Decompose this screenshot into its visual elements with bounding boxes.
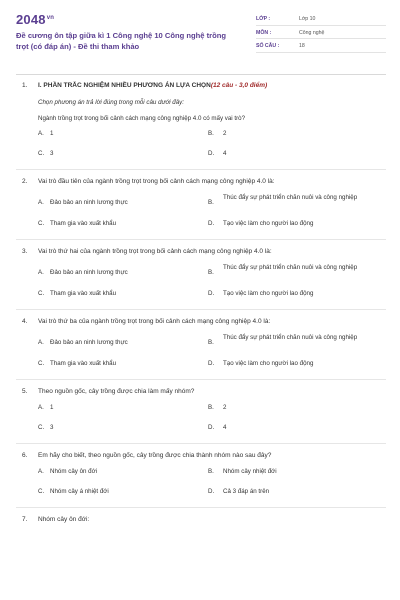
question-stem: 2. Vai trò đầu tiên của ngành trồng trọt trong bối cảnh cách mạng công nghiệp 4.0 là: (22, 178, 275, 185)
answer-options: A. Đảo bảo an ninh lương thực B. Thúc đẩy sự phát triển chăn nuôi và công nghiệp C. Tham gia vào xuất khẩu D. Tạo việc làm cho người lao động (38, 264, 358, 297)
question-separator (16, 169, 386, 170)
meta-subject: MÔN : Công nghệ (256, 26, 386, 40)
question-separator (16, 443, 386, 444)
question-separator (16, 309, 386, 310)
question-stem: 3. Vai trò thứ hai của ngành trồng trọt trong bối cảnh cách mạng công nghiệp 4.0 là: (22, 248, 272, 255)
answer-options: A. 1 B. 2 C. 3 D. 4 (38, 404, 227, 431)
question-stem: 6. Em hãy cho biết, theo nguồn gốc, cây trồng được chia thành nhóm nào sau đây? (22, 452, 272, 459)
answer-options: A. Đảo bảo an ninh lương thực B. Thúc đẩy sự phát triển chăn nuôi và công nghiệp C. Tham gia vào xuất khẩu D. Tạo việc làm cho người lao động (38, 194, 358, 227)
question-5 (16, 386, 386, 443)
question-3 (16, 246, 386, 309)
answer-options: A. Nhóm cây ôn đới B. Nhóm cây nhiệt đới C. Nhóm cây á nhiệt đới D. Cả 3 đáp án trên (38, 468, 277, 495)
question-stem: 4. Vai trò thứ ba của ngành trồng trọt trong bối cảnh cách mạng công nghiệp 4.0 là: (22, 318, 271, 325)
section-heading: 1. I. PHẦN TRẮC NGHIỆM NHIỀU PHƯƠNG ÁN LỰA CHỌN(12 câu - 3,0 điểm) (22, 82, 268, 89)
question-6 (16, 450, 386, 507)
question-stem: 7. Nhóm cây ôn đới: (22, 516, 90, 523)
meta-question-count: SỐ CÂU : 18 (256, 39, 386, 53)
question-separator (16, 507, 386, 508)
question-separator (16, 239, 386, 240)
question-1 (16, 80, 386, 169)
question-7 (16, 514, 386, 524)
page-header (16, 12, 386, 62)
meta-class: LỚP : Lớp 10 (256, 12, 386, 26)
question-4 (16, 316, 386, 379)
question-list (16, 80, 386, 524)
header-divider (16, 74, 386, 75)
answer-options: A. 1 B. 2 C. 3 D. 4 (38, 130, 227, 157)
site-logo[interactable]: $2048^{vn}$ (16, 12, 55, 27)
question-stem: Ngành trồng trọt trong bối cảnh cách mạng công nghiệp 4.0 có mấy vai trò? (38, 115, 246, 122)
document-meta (256, 12, 386, 53)
answer-options: A. Đảo bảo an ninh lương thực B. Thúc đẩy sự phát triển chăn nuôi và công nghiệp C. Tham gia vào xuất khẩu D. Tạo việc làm cho người lao động (38, 334, 358, 367)
question-separator (16, 379, 386, 380)
section-instruction: Chọn phương án trả lời đúng trong mỗi câu dưới đây: (38, 99, 184, 106)
document-title: Đề cương ôn tập giữa kì 1 Công nghệ 10 Công nghệ trồng trọt (có đáp án) - Đề thi tham khảo (16, 31, 227, 51)
question-2 (16, 176, 386, 239)
question-stem: 5. Theo nguồn gốc, cây trồng được chia làm mấy nhóm? (22, 388, 195, 395)
